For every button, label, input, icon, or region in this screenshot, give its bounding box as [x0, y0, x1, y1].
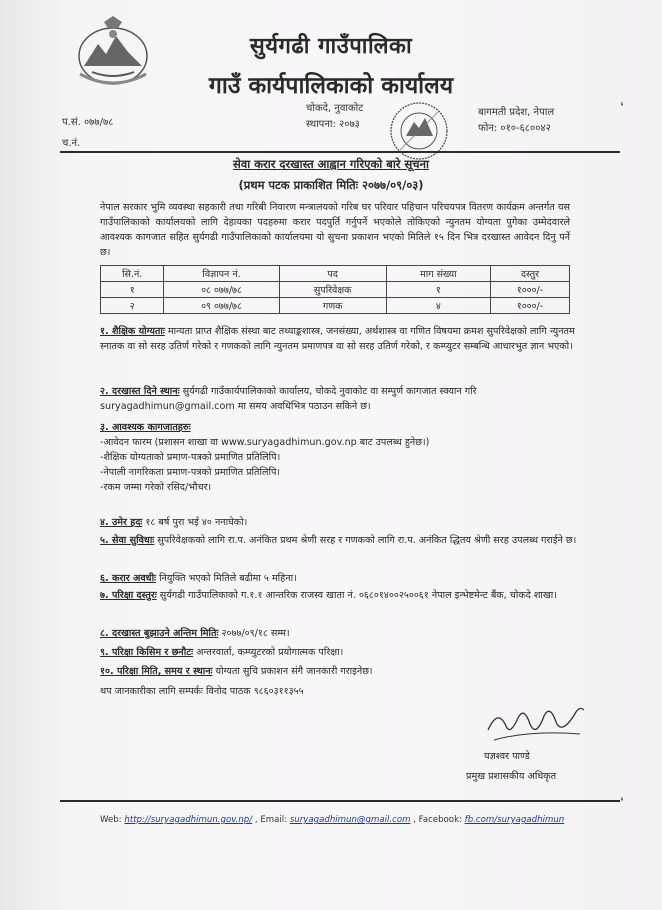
facebook-link[interactable]: fb.com/suryagadhimun: [464, 815, 565, 825]
table-cell: सुपरिवेक्षक: [279, 282, 386, 298]
header-divider: [60, 151, 620, 153]
signatory-designation: प्रमुख प्रशासकीय अधिकृत: [466, 771, 557, 782]
table-cell: १: [386, 282, 490, 298]
list-item: -रकम जम्मा गरेको रसिद/भौचर।: [100, 482, 212, 493]
table-header: सि.नं.: [101, 266, 164, 282]
section-exam-fee: ७. परिक्षा दस्तुरः सुर्यगढी गाउँपालिकाको ग.१.१ आन्तरिक राजस्व खाता नं. ०६८०१४००२५००६१ नेपाल इन्भेष्टमेन्ट बैंक, चोकदे शाखा।: [100, 590, 557, 601]
section-deadline: ८. दरखास्त बुझाउने अन्तिम मितिः २०७७/०९/१८ सम्म।: [100, 628, 290, 639]
notice-title: सेवा करार दरखास्त आह्वान गरिएको बारे सूचना: [233, 157, 429, 171]
list-item: -नेपाली नागरिकता प्रमाण-पत्रको प्रमाणित प्रतिलिपि।: [100, 467, 281, 478]
established-year: स्थापना: २०७३: [306, 119, 360, 130]
posts-table: [100, 265, 570, 314]
table-cell: १: [101, 282, 164, 298]
table-header: दस्तुर: [491, 266, 570, 282]
section-exam-type: ९. परिक्षा किसिम र छनौटः अन्तरवार्ता, कम्प्युटरको प्रयोगात्मक परिक्षा।: [100, 647, 344, 658]
footer-email-label: , Email:: [252, 815, 290, 825]
phone-number: फोन: ०१०-६८००४२: [478, 123, 551, 134]
section-age-limit: ४. उमेर हदः १८ बर्ष पुरा भई ४० ननाघेको।: [100, 517, 248, 528]
section-contract-period: ६. करार अवधीः नियुक्ति भएको मितिले बढीमा ५ महिना।: [100, 573, 297, 584]
table-cell: गणक: [279, 298, 386, 314]
section-service-benefit: ५. सेवा सुविधाः सुपरिवेक्षकको लागि रा.प. अनंकित प्रथम श्रेणी सरह र गणकको लागि रा.प. अनंकित द्धितय श्रेणी सरह उपलब्ध गराईने छ।: [100, 535, 577, 546]
footer-web-label: Web:: [100, 815, 125, 825]
margin-mark: ❛: [620, 795, 624, 808]
province: बागमती प्रदेश, नेपाल: [478, 107, 555, 118]
signatory-name: यज्ञश्वर पाण्डे: [484, 751, 530, 762]
footer: [100, 815, 564, 825]
table-header: विज्ञापन नं.: [164, 266, 279, 282]
table-cell: ०८ ०७७/७८: [164, 282, 279, 298]
table-header: पद: [279, 266, 386, 282]
section-application-place: २. दरखास्त दिने स्थानः सुर्यगढी गाउँकार्यपालिकाको कार्यालय, चोकदे नुवाकोट वा सम्पुर्ण कागजात स्क्यान गरि suryagadhimun@gmail.com मा समय अवधिभित्र पठाउन सकिने छ।: [100, 386, 477, 412]
dispatch-number: च.नं.: [62, 138, 81, 149]
footer-facebook-label: , Facebook:: [410, 815, 465, 825]
office-location: चोकदे, नुवाकोट: [306, 103, 364, 114]
table-row: [101, 298, 570, 314]
reference-number: प.सं. ०७७/७८: [62, 117, 114, 128]
contact-info: थप जानकारीका लागि सम्पर्कः विनोद पाठक ९८६०३११३५५: [100, 686, 304, 697]
table-row: [101, 282, 570, 298]
table-header-row: [101, 266, 570, 282]
org-name: सुर्यगढी गाउँपालिका: [249, 34, 413, 59]
table-cell: ०९ ०७७/७८: [164, 298, 279, 314]
office-seal-icon: [380, 98, 458, 164]
email-link[interactable]: suryagadhimun@gmail.com: [289, 815, 411, 825]
section-documents: ३. आवश्यक कागजातहरुः -आवेदन फारम (प्रशासन शाखा वा www.suryagadhimun.gov.np बाट उपलब्ध हुनेछ।) -शैक्षिक योग्यताको प्रमाण-पत्रको प्रमाणित प्रतिलिपि। -नेपाली नागरिकता प्रमाण-पत्रको प्रमाणित प्रतिलिपि। -रकम जम्मा गरेको रसिद/भौचर।: [100, 420, 590, 495]
notice-intro: नेपाल सरकार भुमि व्यवस्था सहकारी तथा गरिबी निवारण मन्त्रालयको गरिब घर परिवार पहिचान परिचयपत्र वितरण कार्यक्रम अन्तर्गत यस गाउँपालिकाको कार्यालयको लागि देहायका पदहरुमा करार पदपुर्ति गर्नुपर्ने भएकोले तोकिएको न्युनतम योग्यता पुगेका उम्मेदवारले आवश्यक कागजात सहित सुर्यगढी गाउँपालिकाको कार्यालयमा यो सुचना प्रकाशन भएको मितिले १५ दिन भित्र दरखास्त आवेदन दिनु पर्ने छ।: [100, 202, 570, 258]
footer-divider: [60, 800, 620, 802]
table-cell: १०००/-: [491, 282, 570, 298]
table-cell: २: [101, 298, 164, 314]
section-qualification: १. शैक्षिक योग्यताः मान्यता प्राप्त शैक्षिक संस्था बाट तथ्याङ्कशास्त्र, जनसंख्या, अर्थशास्त्र वा गणित विषयमा क्रमश सुपरिवेक्षको लागि न्युनतम स्नातक वा सो सरह उतिर्ण गरेको र गणकको लागि न्युनतम प्रमाणपत्र वा सो सरह उतिर्ण गरेको, र कम्प्युटर सम्बन्धि आधारभुत ज्ञान भएको।: [100, 326, 575, 352]
table-cell: १०००/-: [491, 298, 570, 314]
notice-subtitle: (प्रथम पटक प्राकाशित मितिः २०७७/०९/०३): [238, 178, 424, 192]
table-header: माग संख्या: [386, 266, 490, 282]
website-link[interactable]: http://suryagadhimun.gov.np/: [124, 815, 253, 825]
margin-mark: ❛: [620, 100, 624, 113]
list-item: -आवेदन फारम (प्रशासन शाखा वा www.suryagadhimun.gov.np बाट उपलब्ध हुनेछ।): [100, 437, 430, 448]
list-item: -शैक्षिक योग्यताको प्रमाण-पत्रको प्रमाणित प्रतिलिपि।: [100, 452, 281, 463]
office-name: गाउँ कार्यपालिकाको कार्यालय: [208, 73, 454, 99]
section-exam-schedule: १०. परिक्षा मिति, समय र स्थानः योग्यता सुचि प्रकाशन संगै जानकारी गराइनेछ।: [100, 666, 373, 677]
table-cell: ४: [386, 298, 490, 314]
signature-icon: [480, 700, 590, 748]
